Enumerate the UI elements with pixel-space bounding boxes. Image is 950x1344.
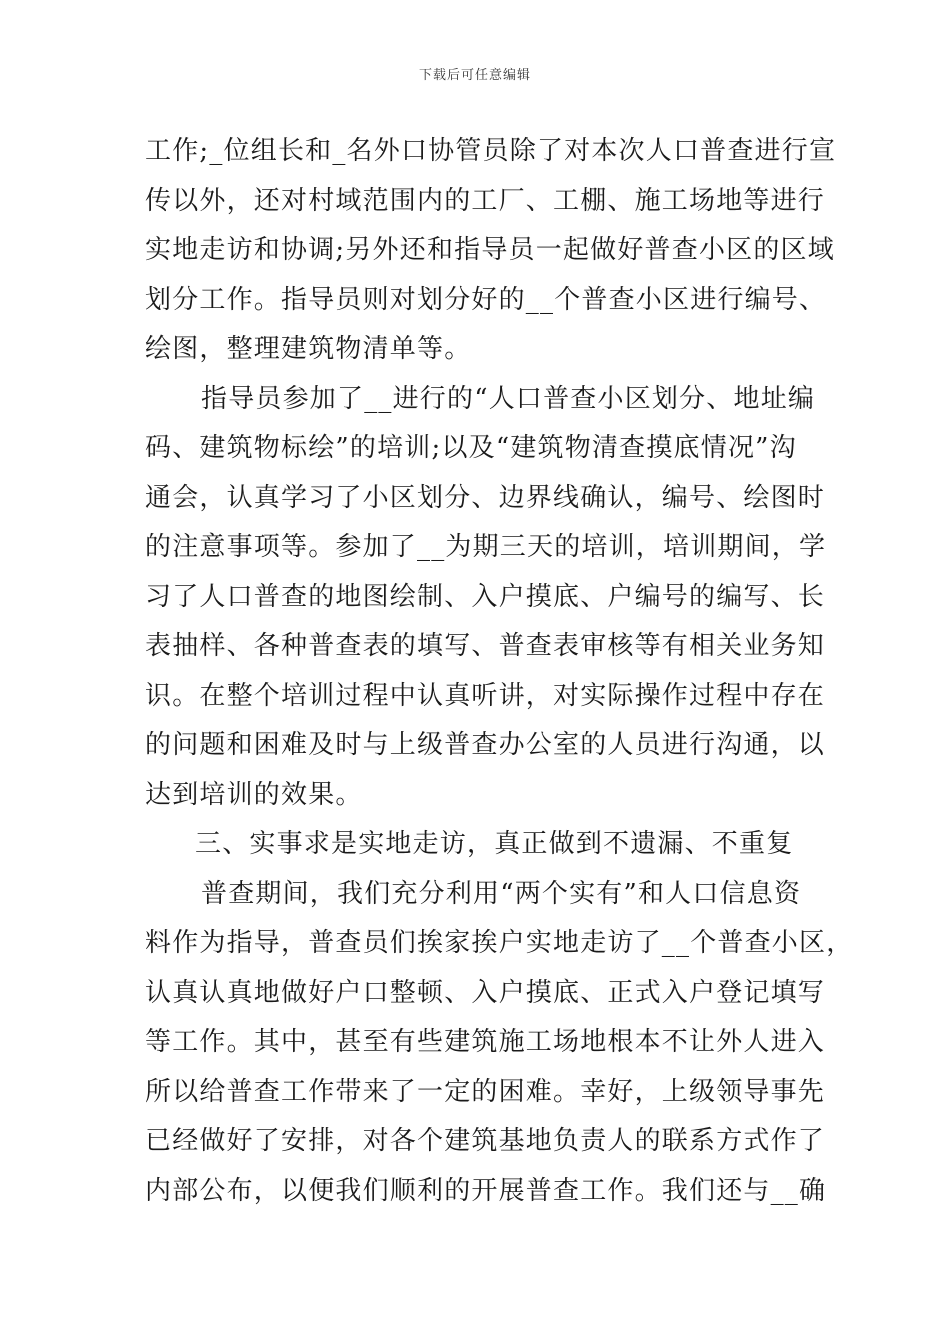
text-line: 等工作。其中，甚至有些建筑施工场地根本不让外人进入	[145, 1027, 826, 1057]
text-line: 工作;_位组长和_名外口协管员除了对本次人口普查进行宣	[145, 136, 837, 166]
text-line: 所以给普查工作带来了一定的困难。幸好，上级领导事先	[145, 1076, 826, 1107]
document-body	[145, 127, 854, 1216]
text-line: 普查期间，我们充分利用“两个实有”和人口信息资	[201, 878, 802, 909]
text-line: 已经做好了安排，对各个建筑基地负责人的联系方式作了	[145, 1126, 826, 1156]
text-line: 的问题和困难及时与上级普查办公室的人员进行沟通，以	[145, 730, 826, 760]
paragraph-continuation	[145, 127, 837, 375]
paragraph-field-visits	[145, 870, 854, 1217]
text-line: 划分工作。指导员则对划分好的__个普查小区进行编号、	[145, 284, 827, 315]
text-line: 指导员参加了__进行的“人口普查小区划分、地址编	[201, 383, 816, 414]
text-line: 码、建筑物标绘”的培训;以及“建筑物清查摸底情况”沟	[145, 433, 797, 463]
text-line: 料作为指导，普查员们挨家挨户实地走访了__个普查小区，	[145, 928, 854, 958]
text-line: 认真认真地做好户口整顿、入户摸底、正式入户登记填写	[145, 977, 826, 1008]
text-line: 传以外，还对村域范围内的工厂、工棚、施工场地等进行	[145, 185, 826, 216]
paragraph-training	[145, 375, 827, 821]
text-line: 内部公布，以便我们顺利的开展普查工作。我们还与__确	[145, 1175, 827, 1206]
text-line: 达到培训的效果。	[145, 779, 363, 810]
heading-line: 三、实事求是实地走访，真正做到不遗漏、不重复	[195, 829, 794, 859]
text-line: 习了人口普查的地图绘制、入户摸底、户编号的编写、长	[145, 581, 826, 612]
text-line: 的注意事项等。参加了__为期三天的培训，培训期间，学	[145, 532, 827, 562]
text-line: 实地走访和协调;另外还和指导员一起做好普查小区的区域	[145, 235, 835, 265]
page-header: 下载后可任意编辑	[418, 68, 531, 83]
text-line: 通会，认真学习了小区划分、边界线确认，编号、绘图时	[145, 482, 826, 513]
text-line: 识。在整个培训过程中认真听讲，对实际操作过程中存在	[145, 680, 826, 711]
text-line: 绘图，整理建筑物清单等。	[145, 334, 472, 364]
section-heading	[145, 820, 810, 870]
text-line: 表抽样、各种普查表的填写、普查表审核等有相关业务知	[145, 631, 826, 661]
